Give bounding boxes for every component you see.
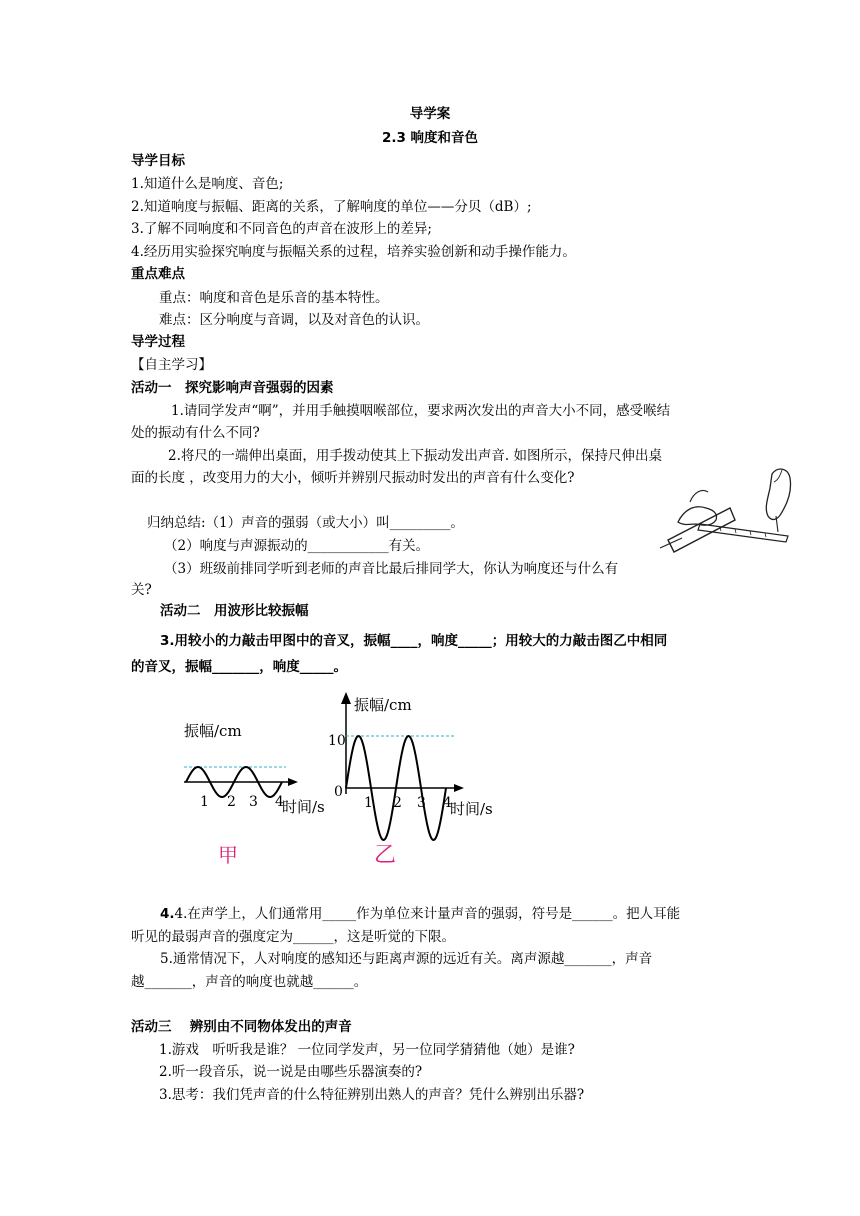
- activity3-item: 2.听一段音乐，说一说是由哪些乐器演奏的?: [159, 1064, 423, 1080]
- key-points-heading: 重点难点: [131, 266, 185, 282]
- goals-heading: 导学目标: [131, 153, 185, 169]
- activity2-q3: 3.用较小的力敲击甲图中的音叉，振幅____，响度_____；用较大的力敲击图乙中相同: [160, 633, 668, 649]
- graph-b-ylabel: 振幅/cm: [354, 696, 412, 714]
- graph-a-ylabel: 振幅/cm: [184, 722, 242, 740]
- graph-b-ytick-0: 0: [334, 784, 343, 800]
- activity1-title: 活动一 探究影响声音强弱的因素: [131, 380, 334, 396]
- graph-a-tick: 2: [227, 794, 236, 810]
- goal-item: 2.知道响度与振幅、距离的关系，了解响度的单位——分贝（dB）;: [131, 199, 532, 215]
- activity2-q3-cont: 的音叉，振幅_______，响度_____。: [131, 659, 347, 675]
- page-subtitle: 2.3 响度和音色: [381, 130, 479, 146]
- activity1-summary1: 归纳总结:（1）声音的强弱（或大小）叫_________。: [147, 515, 464, 531]
- graph-b-tick: 4: [443, 795, 452, 811]
- activity1-summary2: （2）响度与声源振动的____________有关。: [164, 538, 430, 554]
- activity2-q4-text: 4.在声学上，人们通常用_____作为单位来计量声音的强弱，符号是______。把人耳能: [174, 906, 681, 922]
- activity3-item: 1.游戏 听听我是谁？ 一位同学发声，另一位同学猜猜他（她）是谁?: [159, 1042, 575, 1058]
- waveform-graph-b: [326, 690, 496, 880]
- process-heading: 导学过程: [131, 334, 185, 350]
- activity2-q4: 4.4.在声学上，人们通常用_____作为单位来计量声音的强弱，符号是______。把人耳能: [160, 906, 681, 922]
- difficulty-point: 难点：区分响度与音调，以及对音色的认识。: [159, 312, 429, 328]
- graph-b-tick: 3: [417, 795, 426, 811]
- activity1-summary3: （3）班级前排同学听到老师的声音比最后排同学大，你认为响度还与什么有: [164, 561, 619, 577]
- activity1-q2: 2.将尺的一端伸出桌面，用手拨动使其上下振动发出声音. 如图所示，保持尺伸出桌: [168, 448, 662, 464]
- activity2-q5: 5.通常情况下，人对响度的感知还与距离声源的远近有关。离声源越_______，声音: [160, 951, 653, 967]
- graph-b-ytick-10: 10: [328, 733, 346, 749]
- graph-b-tick: 1: [364, 795, 373, 811]
- graph-a-tick: 4: [275, 794, 284, 810]
- activity1-q2-cont: 面的长度 ，改变用力的大小，倾听并辨别尺振动时发出的声音有什么变化?: [131, 470, 575, 486]
- focus-point: 重点：响度和音色是乐音的基本特性。: [159, 290, 389, 306]
- graph-b-xlabel: 时间/s: [450, 800, 493, 818]
- graph-a-tick: 1: [200, 794, 209, 810]
- graph-b-tick: 2: [393, 795, 402, 811]
- graph-a-xlabel: 时间/s: [282, 798, 325, 816]
- activity1-q1-cont: 处的振动有什么不同?: [131, 425, 260, 441]
- waveform-graph-a: [176, 712, 325, 872]
- goal-item: 4.经历用实验探究响度与振幅关系的过程，培养实验创新和动手操作能力。: [131, 244, 576, 260]
- activity2-q5-cont: 越_______，声音的响度也就越______。: [131, 974, 368, 990]
- graph-b-label: 乙: [374, 843, 397, 868]
- activity1-q1: 1.请同学发声“啊”，并用手触摸咽喉部位，要求两次发出的声音大小不同，感受喉结: [171, 403, 671, 419]
- graph-b-axis-arrow: [454, 784, 464, 792]
- graph-a-label: 甲: [218, 843, 238, 867]
- activity1-summary3-cont: 关?: [131, 582, 152, 598]
- activity3-title: 活动三 辨别由不同物体发出的声音: [131, 1019, 352, 1035]
- goal-item: 1.知道什么是响度、音色;: [131, 176, 284, 192]
- page-title: 导学案: [409, 106, 451, 122]
- activity2-title: 活动二 用波形比较振幅: [160, 603, 309, 619]
- graph-a-tick: 3: [249, 794, 258, 810]
- graph-a-axis-arrow: [288, 778, 298, 786]
- goal-item: 3.了解不同响度和不同音色的声音在波形上的差异;: [131, 221, 432, 237]
- self-study-heading: 【自主学习】: [131, 357, 212, 373]
- activity2-q4-cont: 听见的最弱声音的强度定为______，这是听觉的下限。: [131, 929, 455, 945]
- activity3-item: 3.思考：我们凭声音的什么特征辨别出熟人的声音？凭什么辨别出乐器?: [159, 1087, 585, 1103]
- ruler-experiment-illustration: [660, 462, 795, 562]
